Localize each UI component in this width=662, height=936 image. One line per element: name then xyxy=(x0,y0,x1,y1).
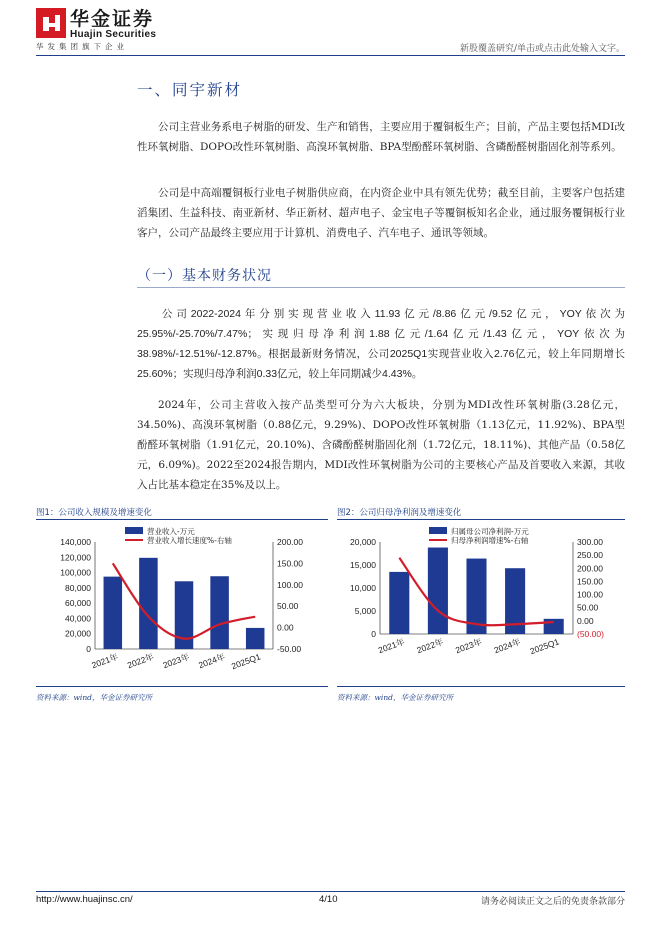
figure-1-caption: 图1：公司收入规模及增速变化 xyxy=(36,508,152,518)
x-axis-tick-label: 2023年 xyxy=(161,651,191,671)
bar-2025Q1 xyxy=(246,628,265,649)
x-axis-tick-label: 2024年 xyxy=(492,636,522,656)
left-axis-tick-label: 100,000 xyxy=(60,567,91,578)
x-axis-tick-label: 2025Q1 xyxy=(230,651,262,672)
left-axis-tick-label: 10,000 xyxy=(350,583,376,593)
bar-2021年 xyxy=(389,572,409,634)
left-axis-tick-label: 40,000 xyxy=(65,613,91,624)
paragraph-revenue-breakdown-text: 2024年，公司主营收入按产品类型可分为六大板块，分别为MDI改性环氧树脂(3.28亿元，34.50%)、高溴环氧树脂（0.88亿元，9.29%)、DOPO改性环氧树脂（1.13亿元，11.92%)、BPA型酚醛环氧树脂（1.91亿元，20.10%)、含磷酚醛树脂固化剂（1.72亿元，18.11%)、其他产品（0.58亿元，6.09%)。2022至2024报告期内，MDI改性环氧树脂为公司的主要核心产品及首要收入来源，其收入占比基本稳定在35%及以上。 xyxy=(137,399,625,491)
left-axis-tick-label: 0 xyxy=(86,644,91,654)
right-axis-tick-label: 0.00 xyxy=(277,622,294,633)
right-axis-tick-label: 150.00 xyxy=(577,576,603,587)
logo-english-name: Huajin Securities xyxy=(70,29,157,40)
page-number: 4/10 xyxy=(319,894,338,905)
legend-bar-swatch xyxy=(429,527,447,534)
figure-1-bottom-rule xyxy=(36,686,328,687)
right-axis-tick-label: 200.00 xyxy=(277,537,303,547)
right-axis-tick-label: 100.00 xyxy=(577,589,603,600)
logo-chinese-name: 华金证券 xyxy=(70,8,155,30)
x-axis-tick-label: 2022年 xyxy=(415,636,445,656)
paragraph-business-text: 公司主营业务系电子树脂的研发、生产和销售，主要应用于覆铜板生产；目前，产品主要包括MDI改性环氧树脂、DOPO改性环氧树脂、高溴环氧树脂、BPA型酚醛环氧树脂、含磷酚醛树脂固化剂等系列。 xyxy=(137,121,625,153)
bar-2021年 xyxy=(104,577,123,649)
left-axis-tick-label: 0 xyxy=(371,629,376,639)
x-axis-tick-label: 2024年 xyxy=(197,651,227,671)
footer-disclaimer: 请务必阅读正文之后的免责条款部分 xyxy=(480,897,625,907)
left-axis-tick-label: 140,000 xyxy=(60,537,91,547)
paragraph-financials-text: 公司2022-2024年分别实现营业收入11.93亿元/8.86亿元/9.52亿元，YOY依次为25.95%/-25.70%/7.47%；实现归母净利润1.88亿元/1.64亿元/1.43亿元，YOY依次为38.98%/-12.51%/-12.87%。根据最新财务情况，公司2025Q1实现营业收入2.76亿元，较上年同期增长25.60%；实现归母净利润0.33亿元，较上年同期减少4.43%。 xyxy=(137,308,625,380)
legend-bar-swatch xyxy=(125,527,143,534)
right-axis-tick-label: -50.00 xyxy=(277,644,302,654)
right-axis-tick-label: 0.00 xyxy=(577,615,594,626)
legend-line-label: 归母净利润增速%-右轴 xyxy=(451,536,529,545)
left-axis-tick-label: 5,000 xyxy=(354,606,376,616)
revenue-chart-svg xyxy=(35,524,329,684)
subsection-divider xyxy=(137,287,625,288)
paragraph-customers xyxy=(137,183,625,243)
figure-1-source: 资料来源：wind，华金证券研究所 xyxy=(36,693,152,702)
x-axis-tick-label: 2021年 xyxy=(90,651,120,671)
x-axis-tick-label: 2025Q1 xyxy=(528,636,561,657)
figure-2-source: 资料来源：wind，华金证券研究所 xyxy=(337,693,453,702)
legend-line-label: 营业收入增长速度%-右轴 xyxy=(147,536,232,545)
bar-2024年 xyxy=(210,576,229,649)
left-axis-tick-label: 60,000 xyxy=(65,598,91,609)
right-axis-tick-label: 200.00 xyxy=(577,563,603,574)
x-axis-tick-label: 2021年 xyxy=(376,636,406,656)
x-axis-tick-label: 2022年 xyxy=(125,651,156,671)
right-axis-tick-label: 150.00 xyxy=(277,558,303,569)
figure-2-top-rule xyxy=(337,519,625,520)
left-axis-tick-label: 15,000 xyxy=(350,560,376,570)
x-axis-tick-label: 2023年 xyxy=(453,636,484,656)
footer-divider xyxy=(36,891,625,892)
left-axis-tick-label: 120,000 xyxy=(60,552,91,563)
bar-2022年 xyxy=(139,558,158,649)
paragraph-business xyxy=(137,117,625,157)
paragraph-financials xyxy=(137,304,625,384)
header-divider xyxy=(36,55,625,56)
net-profit-chart-svg xyxy=(333,524,627,684)
revenue-chart xyxy=(35,524,329,684)
net-profit-chart xyxy=(333,524,627,684)
paragraph-customers-text: 公司是中高端覆铜板行业电子树脂供应商，在内资企业中具有领先优势；截至目前，主要客户包括建滔集团、生益科技、南亚新材、华正新材、超声电子、金宝电子等覆铜板知名企业，通过服务覆铜板行业客户，公司产品最终主要应用于计算机、消费电子、汽车电子、通讯等领域。 xyxy=(137,187,625,239)
figure-2-caption: 图2：公司归母净利润及增速变化 xyxy=(337,508,462,518)
footer-website-link[interactable]: http://www.huajinsc.cn/ xyxy=(36,894,133,905)
paragraph-revenue-breakdown xyxy=(137,395,625,495)
right-axis-tick-label: (50.00) xyxy=(577,629,604,639)
legend-bar-label: 归属母公司净利润-万元 xyxy=(451,527,529,536)
right-axis-tick-label: 50.00 xyxy=(277,601,299,612)
figure-2-bottom-rule xyxy=(337,686,625,687)
report-type-label: 新股覆盖研究/单击或点击此处输入文字。 xyxy=(459,44,625,54)
bar-2022年 xyxy=(428,548,448,634)
right-axis-tick-label: 250.00 xyxy=(577,550,603,561)
bar-2025Q1 xyxy=(544,619,564,634)
figure-1-top-rule xyxy=(36,519,328,520)
legend-bar-label: 营业收入-万元 xyxy=(147,527,195,536)
left-axis-tick-label: 80,000 xyxy=(65,582,91,593)
right-axis-tick-label: 50.00 xyxy=(577,602,599,613)
left-axis-tick-label: 20,000 xyxy=(65,628,91,639)
section-title: 一、同宇新材 xyxy=(137,81,243,99)
logo-subtitle: 华发集团旗下企业 xyxy=(36,42,128,51)
huajin-logo-icon xyxy=(36,8,66,38)
right-axis-tick-label: 100.00 xyxy=(277,579,303,590)
left-axis-tick-label: 20,000 xyxy=(350,537,376,547)
right-axis-tick-label: 300.00 xyxy=(577,537,603,547)
subsection-title: （一）基本财务状况 xyxy=(137,268,272,284)
